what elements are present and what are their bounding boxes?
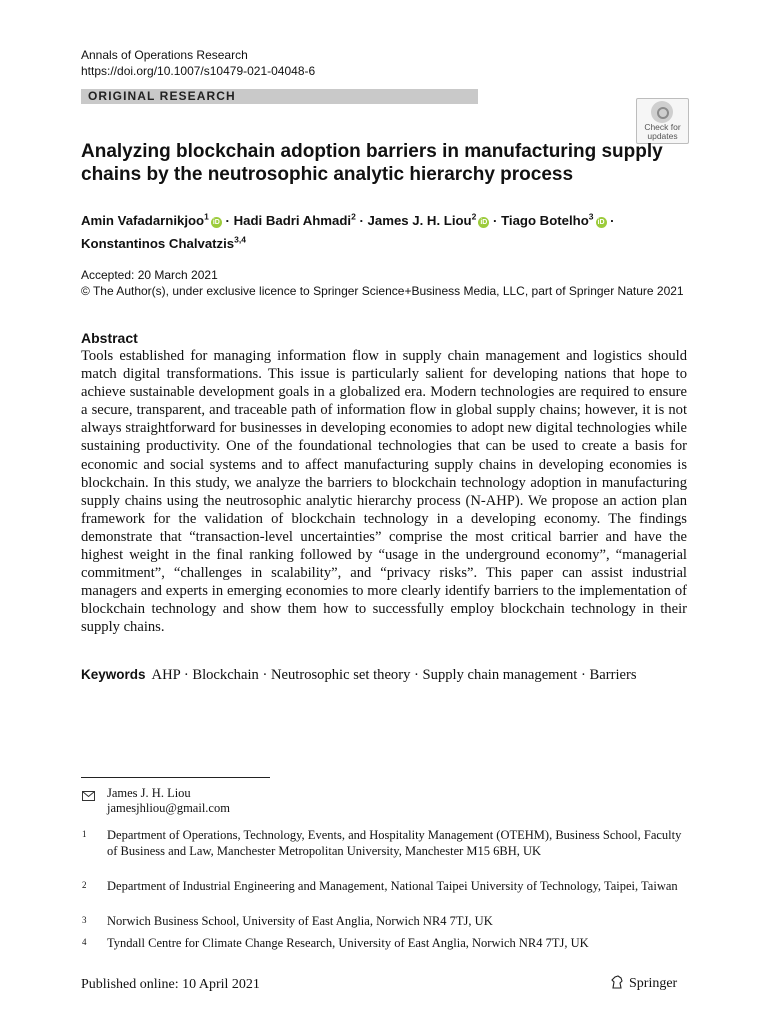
springer-label: Springer (629, 976, 678, 991)
section-band (81, 89, 478, 104)
author-1[interactable]: Amin Vafadarnikjoo$^1$iD (81, 212, 220, 229)
orcid-icon[interactable]: iD (597, 219, 605, 227)
affiliation-number: 4 (82, 937, 87, 947)
footnote-rule (81, 777, 270, 778)
keywords-text: AHP · Blockchain · Neutrosophic set theory · Supply chain management · Barriers (151, 667, 637, 683)
author-separator: · (489, 213, 502, 229)
paper-title: Analyzing blockchain adoption barriers in manufacturing supply chains by the neutrosophic analytic hierarchy process (81, 141, 663, 185)
copyright-line: © The Author(s), under exclusive licence to Springer Science+Business Media, LLC, part of Springer Nature 2021 (81, 284, 684, 298)
abstract-heading: Abstract (81, 330, 138, 346)
accepted-date: Accepted: 20 March 2021 (81, 268, 218, 282)
author-5[interactable]: Konstantinos Chalvatzis$^{3,4}$ (81, 234, 246, 251)
keywords (81, 666, 687, 684)
check-for-updates-badge[interactable] (636, 98, 689, 144)
author-3[interactable]: James J. H. Liou$^2$iD (367, 212, 488, 229)
check-updates-label: Check for updates (644, 122, 681, 141)
affiliation-number: 1 (82, 829, 87, 839)
affiliation-number: 2 (82, 880, 87, 890)
abstract-text: Tools established for managing information flow in supply chain management and logistics should match digital transformations. This issue is particularly salient for developing nations that hope to achieve sustainable development goals in a globalized era. Modern technologies are required to ensure a secure, transparent, and traceable path of information flow in global supply chains; however, it is not always straightforward for businesses in developing economies to adopt new digital technologies while sustaining productivity. One of the foundational technologies that can be used to create a basis for economic and social systems and to affect manufacturing supply chains in developing economies is blockchain. In this study, we analyze the barriers to blockchain technology adoption in manufacturing supply chains using the neutrosophic analytic hierarchy process (N-AHP). We propose an action plan framework for the validation of blockchain technology in a developing economy. The findings demonstrate that “transaction-level uncertainties” comprise the most critical barrier and have the highest weight in the final ranking followed by “usage in the underground economy”, “managerial commitment”, “challenges in scalability”, and “privacy risks”. This paper can assist industrial managers and experts in emerging economies to more clearly identify barriers to the implementation of blockchain technology and show them how to successfully employ blockchain technology in their supply chains. (81, 348, 687, 636)
check-updates-icon (651, 101, 673, 123)
keywords-label: Keywords (81, 667, 146, 682)
doi-link[interactable]: https://doi.org/10.1007/s10479-021-04048-6 (81, 64, 316, 78)
affiliation-text: Norwich Business School, University of East Anglia, Norwich NR4 7TJ, UK (107, 914, 493, 928)
affiliation-number: 3 (82, 915, 87, 925)
affiliation-text: Department of Industrial Engineering and Management, National Taipei University of Technology, Taipei, Taiwan (107, 879, 678, 893)
section-label: ORIGINAL RESEARCH (88, 89, 236, 103)
orcid-icon[interactable]: iD (212, 219, 220, 227)
author-separator: · (606, 213, 615, 229)
corresponding-author-name: James J. H. Liou (107, 786, 191, 800)
springer-logo (610, 975, 677, 995)
orcid-icon[interactable]: iD (480, 219, 488, 227)
author-separator: · (221, 213, 234, 229)
published-online: Published online: 10 April 2021 (81, 977, 260, 992)
corresponding-author-email[interactable]: jamesjhliou@gmail.com (107, 801, 230, 815)
author-2[interactable]: Hadi Badri Ahmadi$^2$ (233, 212, 356, 229)
springer-horse-icon (610, 975, 624, 995)
author-list (81, 208, 701, 253)
author-separator: · (355, 213, 368, 229)
envelope-icon (82, 788, 95, 806)
journal-name: Annals of Operations Research (81, 48, 248, 62)
author-4[interactable]: Tiago Botelho$^3$iD (501, 212, 605, 229)
affiliation-text: Department of Operations, Technology, Events, and Hospitality Management (OTEHM), Business School, Faculty of Business and Law, Manchester Metropolitan University, Manchester M15 6BH, UK (107, 828, 682, 858)
affiliation-text: Tyndall Centre for Climate Change Research, University of East Anglia, Norwich NR4 7TJ, UK (107, 936, 589, 950)
